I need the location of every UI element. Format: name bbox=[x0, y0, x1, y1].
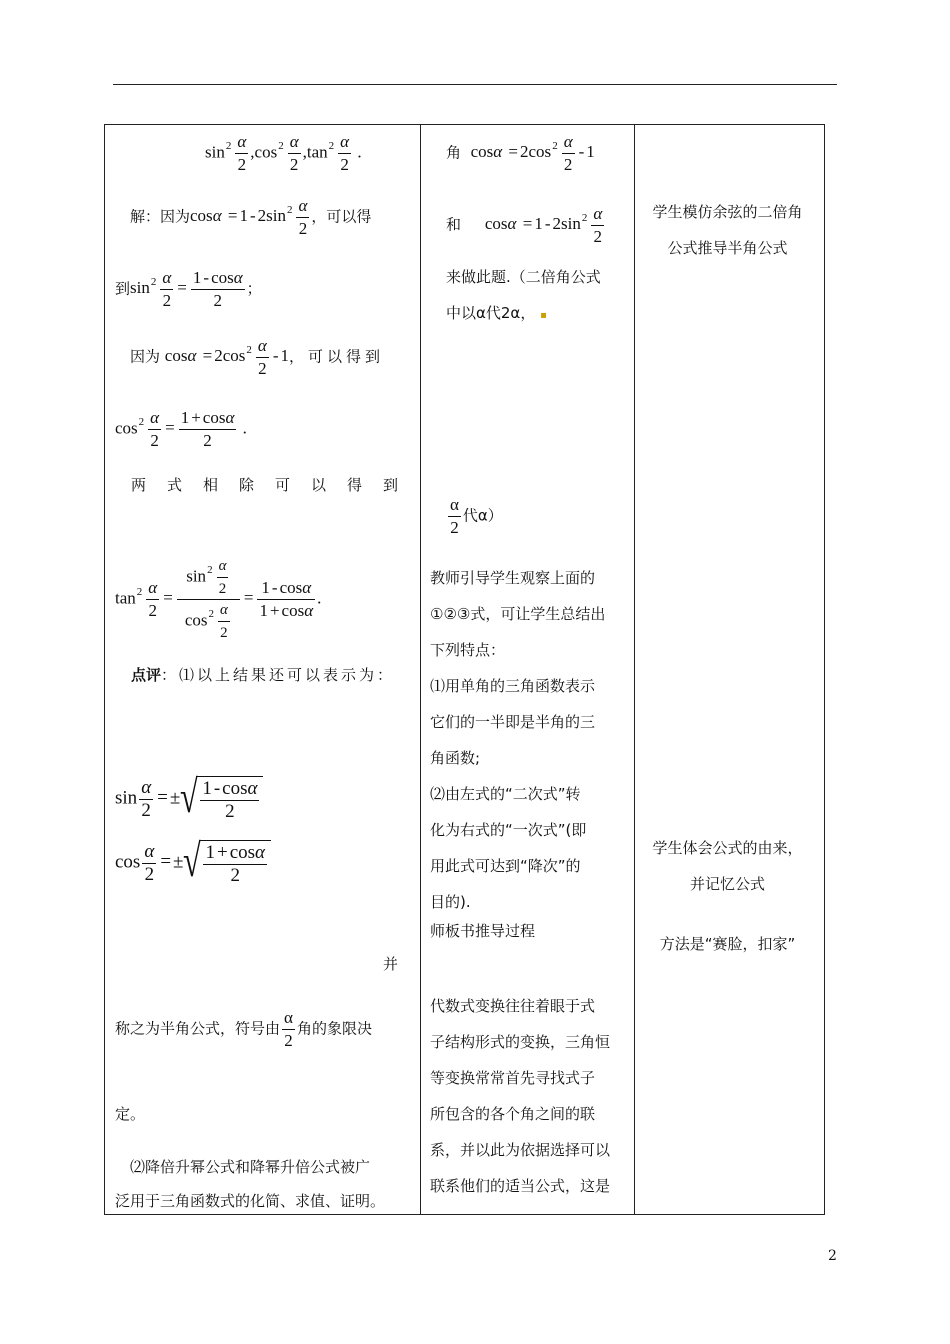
formula-targets: $\sin^2$ $\frac{\alpha}{2}$ $,\cos^2$ $\frac{\alpha}{2}$ $,\tan^2$ $\frac{\alpha}{2}$ . bbox=[205, 132, 362, 174]
note-method: 方法是“赛脸，扣家” bbox=[659, 935, 796, 953]
page-number: 2 bbox=[828, 1248, 837, 1264]
formula-sin-half: 到$\sin^2$ $\frac{\alpha}{2}$ = $\frac{1 - \cos\alpha}{2}$ ； bbox=[115, 268, 262, 310]
column-divider-2 bbox=[634, 125, 635, 1214]
formula-tan-half: $\tan^2$ $\frac{\alpha}{2}$ = $\sin^2$ $\frac{\alpha}{2}$ $\cos^2$ $\frac{\alpha}{2}$ = $\frac{1 - \cos\alpha}{1 + \cos\alpha}$ . bbox=[115, 558, 322, 641]
col2-line-a: 来做此题.（二倍角公式 bbox=[446, 268, 601, 286]
header-rule bbox=[113, 84, 837, 85]
half-angle-name-line: 称之为半角公式，符号由 $\frac{\alpha}{2}$ 角的象限决 bbox=[115, 1008, 372, 1050]
note-imitate: 学生模仿余弦的二倍角 公式推导半角公式 bbox=[652, 203, 803, 257]
board-text: 师板书推导过程 bbox=[430, 922, 536, 940]
para2-line1: ⑵降倍升幂公式和降幂升倍公式被广 bbox=[130, 1158, 371, 1176]
transform-paragraph: 代数式变换往往着眼于式 子结构形式的变换，三角恒 等变换常常首先寻找式子 所包含的各个角之间的联 系，并以此为依据选择可以 联系他们的适当公式，这是 bbox=[430, 997, 611, 1195]
formula-cos-half: $\cos^2$ $\frac{\alpha}{2}$ = $\frac{1 + \cos\alpha}{2}$ . bbox=[115, 408, 247, 450]
comment-line: 点评：⑴以上结果还可以表示为： bbox=[131, 666, 396, 684]
divide-text: 两式相除可以得到 bbox=[131, 476, 420, 494]
guide-paragraph: 教师引导学生观察上面的 ①②③式，可让学生总结出 下列特点： ⑴用单角的三角函数表示 它们的一半即是半角的三 角函数; ⑵由左式的“二次式”转 化为右式的“一次式”(即 用此式可达到“降次”的 目的). bbox=[430, 569, 606, 911]
comment-label: 点评 bbox=[131, 666, 162, 684]
para2-line2: 泛用于三角函数式的化简、求值、证明。 bbox=[115, 1192, 386, 1210]
column-divider-1 bbox=[420, 125, 421, 1214]
col2-formula-2: 和 $\cos\alpha = 1 - 2\sin^2$ $\frac{\alpha}{2}$ bbox=[446, 204, 603, 246]
solution-line-1: 解：因为$\cos\alpha = 1 - 2\sin^2$ $\frac{\alpha}{2}$ ，可以得 bbox=[130, 196, 372, 238]
formula-cos-half-root: cos $\frac{\alpha}{2}$ = ± √ $\frac{1 + \cos\alpha}{2}$ bbox=[115, 840, 271, 886]
solution-line-2: 因为 $\cos\alpha = 2\cos^2$ $\frac{\alpha}{2}$ - 1，可以得到 bbox=[130, 336, 385, 378]
formula-sin-half-root: sin $\frac{\alpha}{2}$ = ± √ $\frac{1 - \cos\alpha}{2}$ bbox=[115, 776, 263, 822]
note-experience: 学生体会公式的由来， 并记忆公式 bbox=[652, 839, 803, 893]
col2-line-b: 中以α代2α， ▪ bbox=[446, 304, 547, 322]
bing-text: 并 bbox=[383, 955, 399, 973]
col2-dai-alpha: $\frac{\alpha}{2}$ 代α） bbox=[450, 495, 503, 537]
ding-text: 定。 bbox=[115, 1105, 146, 1123]
col2-formula-1: 角 $\cos\alpha = 2\cos^2$ $\frac{\alpha}{2}$ - 1 bbox=[446, 132, 595, 174]
